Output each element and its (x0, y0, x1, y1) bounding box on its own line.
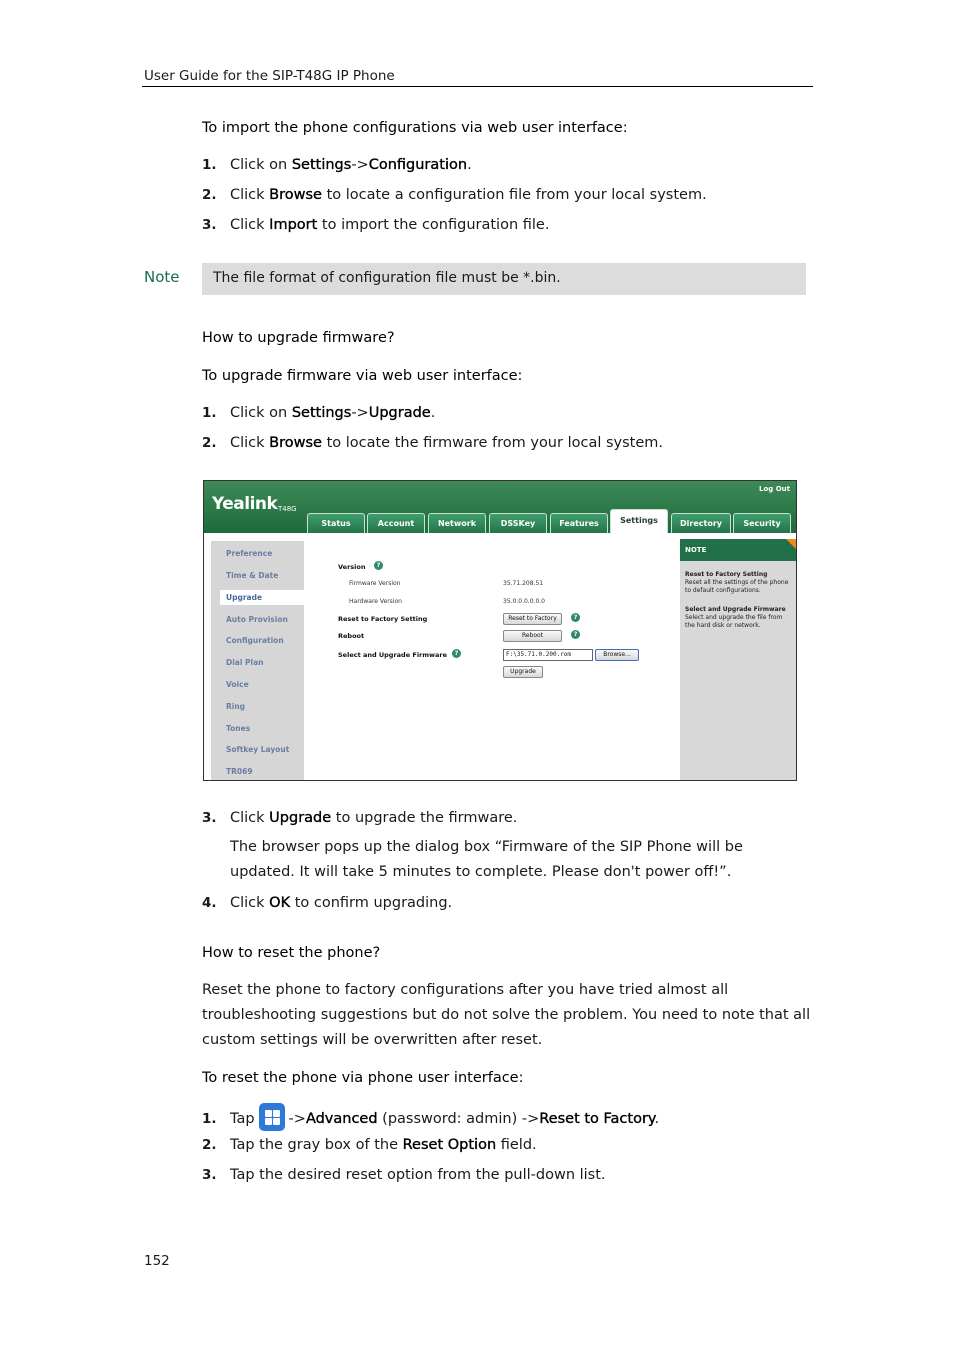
upgrade-step-4: 4. Click OK to confirm upgrading. (202, 895, 453, 911)
reset-heading: To reset the phone via phone user interface: (202, 1070, 524, 1086)
firmware-version-label: Firmware Version (349, 580, 401, 587)
note-label: Note (144, 268, 180, 286)
reset-paragraph: Reset the phone to factory configurations after you have tried almost all troubleshooting suggestions but do not solve the problem. You need to note that all custom settings will be overwritten after reset. (202, 982, 811, 1048)
hardware-version-label: Hardware Version (349, 598, 402, 605)
header-rule (142, 86, 813, 87)
tab-account[interactable]: Account (367, 513, 425, 533)
dialog-description: The browser pops up the dialog box “Firmware of the SIP Phone will be updated. It will take 5 minutes to complete. Please don't power off!”. (230, 839, 743, 880)
version-label: Version (338, 563, 366, 571)
import-step-1: 1. Click on Settings->Configuration. (202, 157, 472, 173)
upgrade-question: How to upgrade firmware? (202, 330, 395, 346)
note-item: Reset to Factory Setting Reset all the settings of the phone to default configurations. (685, 571, 789, 594)
tab-network[interactable]: Network (428, 513, 486, 533)
firmware-file-input[interactable]: F:\35.71.0.200.rom (503, 649, 593, 661)
reboot-label: Reboot (338, 632, 365, 640)
reset-to-factory-button[interactable]: Reset to Factory (503, 613, 562, 625)
yealink-logo: Yealink (212, 494, 278, 514)
reboot-button[interactable]: Reboot (503, 630, 562, 642)
select-upgrade-label: Select and Upgrade Firmware (338, 651, 448, 659)
sidebar-item-time-date[interactable]: Time & Date (226, 571, 279, 580)
sidebar-item-tr069[interactable]: TR069 (226, 767, 253, 776)
sidebar-item-configuration[interactable]: Configuration (226, 636, 284, 645)
note-panel-title: NOTE (680, 539, 796, 561)
help-icon[interactable]: ? (571, 613, 580, 622)
sidebar-item-softkey-layout[interactable]: Softkey Layout (226, 745, 290, 754)
reset-step-2: 2. Tap the gray box of the Reset Option field. (202, 1137, 537, 1153)
note-corner (786, 539, 796, 549)
tab-settings[interactable]: Settings (610, 509, 668, 534)
reset-step-1: 1. Tap ->Advanced (password: admin) ->Reset to Factory. (202, 1105, 659, 1133)
upgrade-step-3: 3. Click Upgrade to upgrade the firmware. (202, 810, 518, 826)
web-ui-screenshot (203, 480, 797, 781)
tab-status[interactable]: Status (307, 513, 365, 533)
page-number: 152 (144, 1253, 170, 1269)
upgrade-content (309, 541, 676, 780)
reset-question: How to reset the phone? (202, 945, 381, 961)
firmware-version-value: 35.71.208.51 (503, 580, 544, 587)
import-step-3: 3. Click Import to import the configuration file. (202, 217, 550, 233)
tab-directory[interactable]: Directory (671, 513, 731, 533)
upgrade-step-2: 2. Click Browse to locate the firmware from your local system. (202, 435, 663, 451)
document-header: User Guide for the SIP-T48G IP Phone (144, 68, 395, 84)
sidebar-item-upgrade[interactable]: Upgrade (220, 590, 310, 605)
hardware-version-value: 35.0.0.0.0.0.0 (503, 598, 545, 605)
upgrade-button[interactable]: Upgrade (503, 666, 543, 678)
sidebar-item-auto-provision[interactable]: Auto Provision (226, 615, 288, 624)
sidebar-item-ring[interactable]: Ring (226, 702, 246, 711)
sidebar-item-tones[interactable]: Tones (226, 724, 251, 733)
logout-link[interactable]: Log Out (759, 485, 790, 493)
reset-label: Reset to Factory Setting (338, 615, 428, 623)
settings-sidebar (211, 541, 304, 780)
reset-step-3: 3. Tap the desired reset option from the pull-down list. (202, 1167, 606, 1183)
sidebar-item-dial-plan[interactable]: Dial Plan (226, 658, 264, 667)
note-panel (680, 539, 796, 780)
sidebar-item-preference[interactable]: Preference (226, 549, 273, 558)
note-text: The file format of configuration file must be *.bin. (213, 270, 561, 286)
tab-dsskey[interactable]: DSSKey (489, 513, 547, 533)
web-header-bar (204, 481, 796, 533)
upgrade-heading: To upgrade firmware via web user interface: (202, 368, 523, 384)
menu-grid-icon (259, 1103, 285, 1131)
sidebar-item-voice[interactable]: Voice (226, 680, 249, 689)
tab-features[interactable]: Features (550, 513, 608, 533)
help-icon[interactable]: ? (452, 649, 461, 658)
import-heading: To import the phone configurations via web user interface: (202, 120, 628, 136)
browse-button[interactable]: Browse... (595, 649, 639, 661)
tab-security[interactable]: Security (733, 513, 791, 533)
upgrade-step-1: 1. Click on Settings->Upgrade. (202, 405, 436, 421)
import-step-2: 2. Click Browse to locate a configuration file from your local system. (202, 187, 707, 203)
help-icon[interactable]: ? (374, 561, 383, 570)
model-label: T48G (278, 505, 297, 513)
note-item: Select and Upgrade Firmware Select and upgrade the file from the hard disk or network. (685, 606, 786, 629)
help-icon[interactable]: ? (571, 630, 580, 639)
